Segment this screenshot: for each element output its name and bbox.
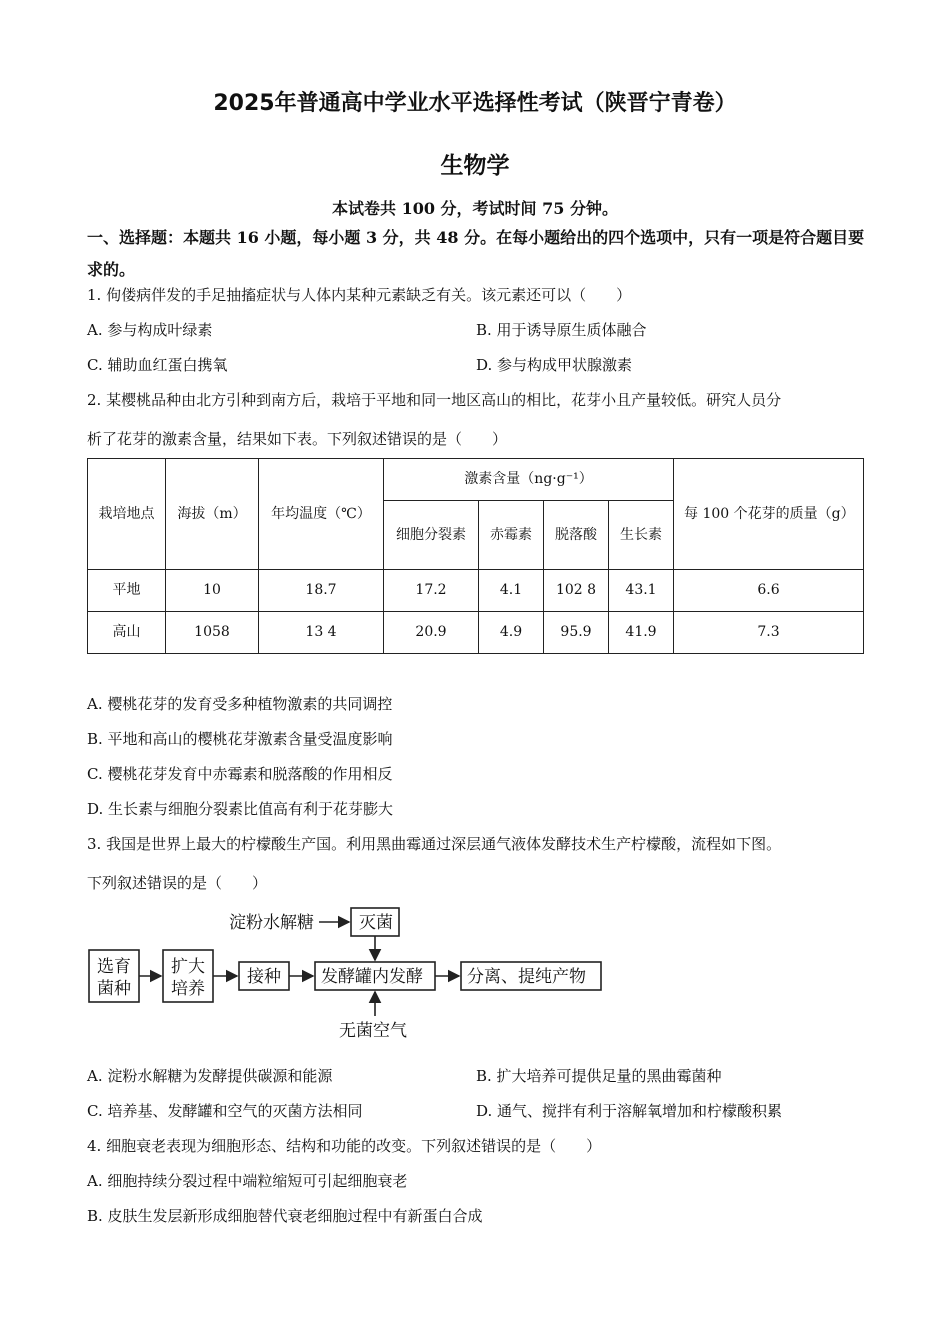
table-cell: 17.2: [384, 570, 479, 612]
question-1-option-b: B. 用于诱导原生质体融合: [476, 321, 647, 339]
subject-title: 生物学: [440, 153, 510, 179]
question-2-option-d: D. 生长素与细胞分裂素比值高有利于花芽膨大: [87, 800, 394, 818]
flow-label-expand-2: 培养: [171, 979, 205, 999]
table-cell: 平地: [88, 570, 166, 612]
question-4-stem: 4. 细胞衰老表现为细胞形态、结构和功能的改变。下列叙述错误的是（ ）: [87, 1137, 602, 1155]
table-cell: 20.9: [384, 612, 479, 654]
question-2-stem-line2: 析了花芽的激素含量，结果如下表。下列叙述错误的是（ ）: [87, 430, 508, 448]
section-heading: 一、选择题：本题共 16 小题，每小题 3 分，共 48 分。在每小题给出的四个选项中，只有一项是符合题目要求的。: [87, 228, 865, 279]
question-1-option-c: C. 辅助血红蛋白携氧: [87, 356, 228, 374]
flow-label-separate: 分离、提纯产物: [467, 967, 586, 987]
header-site: 栽培地点: [88, 459, 166, 570]
header-auxin: 生长素: [609, 501, 674, 570]
question-2-option-a: A. 樱桃花芽的发育受多种植物激素的共同调控: [87, 695, 393, 713]
table-cell: 6.6: [674, 570, 864, 612]
flow-label-select-1: 选育: [97, 957, 131, 977]
flow-label-sterile-air: 无菌空气: [339, 1021, 407, 1041]
table-cell: 13 4: [259, 612, 384, 654]
question-1-option-a: A. 参与构成叶绿素: [87, 321, 213, 339]
header-cytokinin: 细胞分裂素: [384, 501, 479, 570]
hormone-table: [87, 458, 864, 654]
header-altitude: 海拔（m）: [166, 459, 259, 570]
table-cell: 高山: [88, 612, 166, 654]
question-4-option-b: B. 皮肤生发层新形成细胞替代衰老细胞过程中有新蛋白合成: [87, 1207, 483, 1225]
header-gibberellin: 赤霉素: [479, 501, 544, 570]
table-row: [88, 612, 864, 654]
table-cell: 10: [166, 570, 259, 612]
table-cell: 1058: [166, 612, 259, 654]
question-3-option-c: C. 培养基、发酵罐和空气的灭菌方法相同: [87, 1102, 363, 1120]
question-3-option-b: B. 扩大培养可提供足量的黑曲霉菌种: [476, 1067, 722, 1085]
header-temperature: 年均温度（℃）: [259, 459, 384, 570]
table-cell: 95.9: [544, 612, 609, 654]
header-hormone: 激素含量（ng·g⁻¹）: [384, 459, 674, 501]
question-3-option-a: A. 淀粉水解糖为发酵提供碳源和能源: [87, 1067, 333, 1085]
table-cell: 102 8: [544, 570, 609, 612]
flow-label-select-2: 菌种: [97, 979, 131, 999]
question-1-stem: 1. 佝偻病伴发的手足抽搐症状与人体内某种元素缺乏有关。该元素还可以（ ）: [87, 286, 632, 304]
flow-label-ferment: 发酵罐内发酵: [321, 967, 423, 987]
question-1-option-d: D. 参与构成甲状腺激素: [476, 356, 633, 374]
exam-info: 本试卷共 100 分，考试时间 75 分钟。: [332, 199, 618, 218]
citric-acid-flowchart: [87, 902, 607, 1042]
table-row: [88, 570, 864, 612]
table-cell: 7.3: [674, 612, 864, 654]
question-3-stem-line2: 下列叙述错误的是（ ）: [87, 874, 268, 892]
flow-label-inoculate: 接种: [247, 967, 281, 987]
question-4-option-a: A. 细胞持续分裂过程中端粒缩短可引起细胞衰老: [87, 1172, 408, 1190]
question-2-option-b: B. 平地和高山的樱桃花芽激素含量受温度影响: [87, 730, 393, 748]
table-cell: 18.7: [259, 570, 384, 612]
question-3-stem-line1: 3. 我国是世界上最大的柠檬酸生产国。利用黑曲霉通过深层通气液体发酵技术生产柠檬酸，流程如下图。: [87, 835, 782, 853]
page-title: 2025年普通高中学业水平选择性考试（陕晋宁青卷）: [213, 91, 737, 116]
table-cell: 43.1: [609, 570, 674, 612]
flow-label-expand-1: 扩大: [171, 957, 205, 977]
header-abscisic-acid: 脱落酸: [544, 501, 609, 570]
question-3-option-d: D. 通气、搅拌有利于溶解氧增加和柠檬酸积累: [476, 1102, 783, 1120]
table-cell: 4.9: [479, 612, 544, 654]
question-2-option-c: C. 樱桃花芽发育中赤霉素和脱落酸的作用相反: [87, 765, 393, 783]
flow-label-sterilize: 灭菌: [359, 913, 393, 933]
table-cell: 41.9: [609, 612, 674, 654]
table-cell: 4.1: [479, 570, 544, 612]
question-2-stem-line1: 2. 某樱桃品种由北方引种到南方后，栽培于平地和同一地区高山的相比，花芽小且产量较低。研究人员分: [87, 391, 782, 409]
header-bud-mass: 每 100 个花芽的质量（g）: [674, 459, 864, 570]
flow-label-starch: 淀粉水解糖: [229, 913, 314, 933]
